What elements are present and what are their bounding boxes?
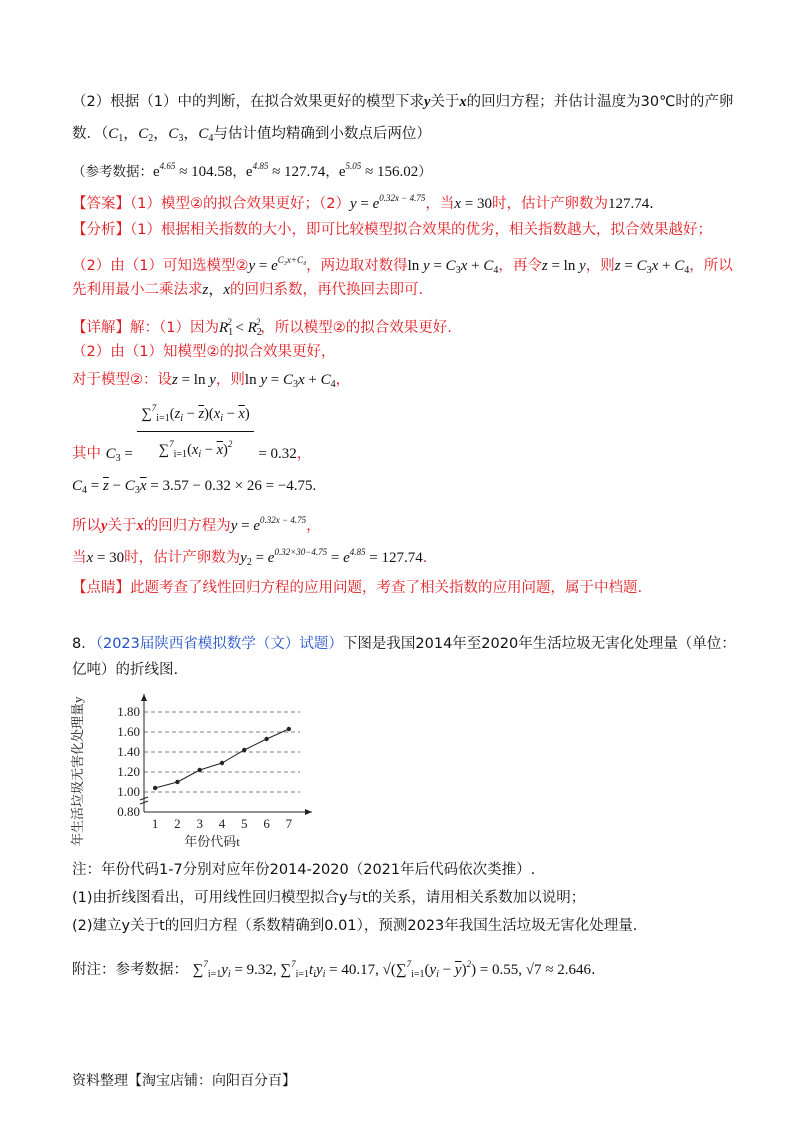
x-axis-arrow xyxy=(305,809,312,815)
y-tick-label: 1.60 xyxy=(117,724,140,739)
series-line xyxy=(155,729,289,788)
q8-part2: (2)建立y关于t的回归方程（系数精确到0.01），预测2023年我国生活垃圾无害化处理量. xyxy=(72,918,638,934)
answer-line: 【答案】（1）模型②的拟合效果更好；$(2)y = e^{0.32x - 4.75}$，当x = 30时，估计产卵数为127.74. xyxy=(72,193,654,212)
data-point xyxy=(220,761,224,765)
y-tick-label: 0.80 xyxy=(117,804,140,819)
line-chart xyxy=(68,680,328,850)
y-tick-label: 1.20 xyxy=(117,764,140,779)
data-point xyxy=(287,727,291,731)
detail-line3: 对于模型②：设z = ln y，则$\ln y = C_3x + C_4$， xyxy=(72,372,351,390)
comment-line: 【点睛】此题考查了线性回归方程的应用问题，考查了相关指数的应用问题，属于中档题. xyxy=(72,580,643,596)
data-point xyxy=(153,786,157,790)
detail-c4-formula: $C_4 = \overline{z} - C_3\overline{x} = 3.57 - 0.32 \times 26 = -4.75$. xyxy=(72,478,317,496)
q8-note: 注：年份代码1-7分别对应年份2014-2020（2021年后代码依次类推）. xyxy=(72,862,536,878)
x-tick-label: 2 xyxy=(174,816,181,831)
detail-line6: 所以y关于x的回归方程为$y = e^{0.32x - 4.75}$， xyxy=(72,515,321,534)
detail-line1: 【详解】解：（1）因为$R_1^2 < R_2^2$，所以模型②的拟合效果更好. xyxy=(72,317,452,338)
q8-line1: 8．（2023届陕西省模拟数学（文）试题）下图是我国2014年至2020年生活垃圾无害化处理量（单位： xyxy=(72,636,736,652)
data-point xyxy=(198,768,202,772)
data-point xyxy=(242,748,246,752)
x-tick-label: 3 xyxy=(196,816,203,831)
x-axis-label: 年份代码t xyxy=(184,834,240,849)
q8-reference: 附注：参考数据： $\sum^7_{i=1}y_i = 9.32$, $\sum^7_{i=1}t_iy_i = 40.17$, $√(\sum^7_{i=1}(y_i - \overline{y})^2) = 0.55$, √7 ≈ 2.646. xyxy=(72,959,596,980)
x-tick-label: 4 xyxy=(218,816,226,831)
q8-part1: (1)由折线图看出，可用线性回归模型拟合y与t的关系，请用相关系数加以说明； xyxy=(72,890,586,906)
y-tick-label: 1.00 xyxy=(117,784,140,799)
y-tick-label: 1.40 xyxy=(117,744,140,759)
data-point xyxy=(264,737,268,741)
data-point xyxy=(175,780,179,784)
x-tick-label: 7 xyxy=(285,816,293,831)
analysis-line3: 先利用最小二乘法求z，x的回归系数，再代换回去即可. xyxy=(72,282,424,298)
question-part2-line1: （2）根据（1）中的判断，在拟合效果更好的模型下求y关于x的回归方程；并估计温度为30℃时的产卵 xyxy=(72,94,734,110)
x-tick-label: 6 xyxy=(263,816,270,831)
y-tick-label: 1.80 xyxy=(117,704,140,719)
detail-line7: 当x = 30时，估计产卵数为$y_2 = e^{0.32\times 30-4.75} = e^{4.85} = 127.74$. xyxy=(72,547,428,568)
question-part2-line2: 数．（$C_1$，$C_2$，$C_3$，$C_4$与估计值均精确到小数点后两位） xyxy=(72,126,431,144)
x-tick-label: 5 xyxy=(241,816,248,831)
q8-line2: 亿吨）的折线图. xyxy=(72,662,179,678)
analysis-line1: 【分析】（1）根据相关指数的大小，即可比较模型拟合效果的优劣，相关指数越大，拟合效果越好； xyxy=(72,222,712,238)
x-tick-label: 1 xyxy=(151,816,159,831)
y-axis-arrow xyxy=(141,694,147,701)
detail-c3-formula: 其中 $C_3$ = $\frac{\sum^7_{i=1}(z_i - \overline{z})(x_i - \overline{x})}{\sum^7_{i=1}(x_i - \overline{x})^2}$ = 0.32， xyxy=(72,398,740,468)
reference-data: （参考数据：$e^{4.65} \approx 104.58$，$e^{4.85} \approx 127.74$，$e^{5.05} \approx 156.02$） xyxy=(72,161,432,180)
footer-source: 资料整理【淘宝店铺：向阳百分百】 xyxy=(72,1073,296,1089)
y-axis-label: 年生活垃圾无害化处理量y xyxy=(70,696,85,846)
analysis-line2: （2）由（1）可知选模型②y = $e^{C_3x+C_4}$，两边取对数得$\ln y = C_3x + C_4$，再令z = ln y，则$z = C_3x + C_4$，所以 xyxy=(72,255,733,276)
detail-line2: （2）由（1）知模型②的拟合效果更好， xyxy=(72,344,336,360)
